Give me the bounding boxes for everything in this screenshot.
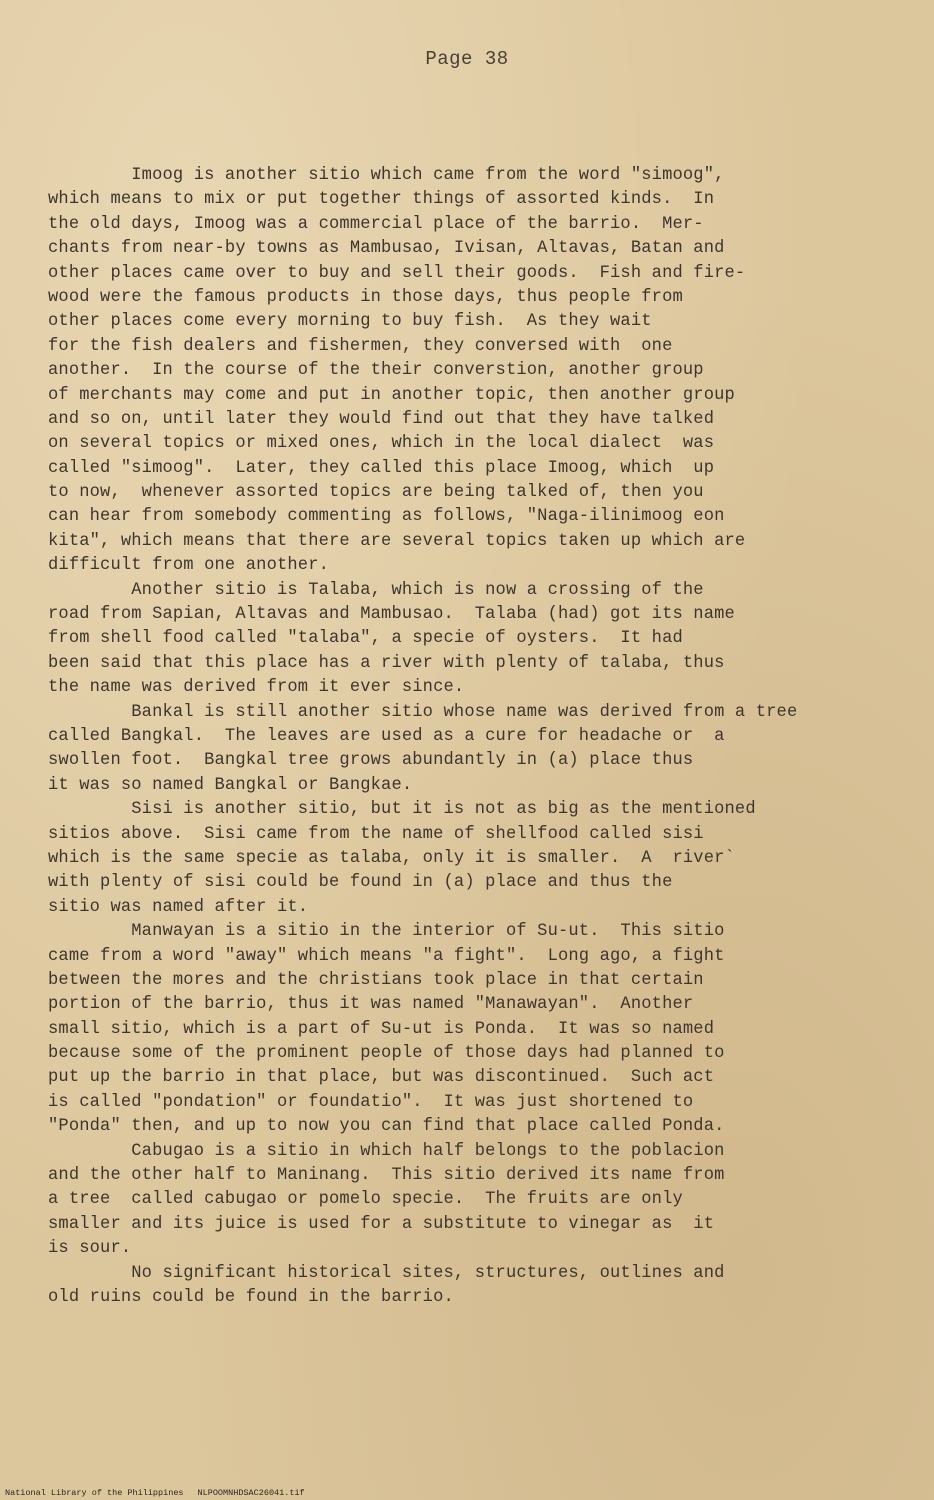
text-line: from shell food called "talaba", a specie of oysters. It had	[48, 629, 683, 649]
text-line: other places come every morning to buy fish. As they wait	[48, 312, 652, 332]
text-line: is called "pondation" or foundatio". It was just shortened to	[48, 1092, 694, 1112]
text-line: portion of the barrio, thus it was named "Manawayan". Another	[48, 995, 694, 1015]
text-line: a tree called cabugao or pomelo specie. The fruits are only	[48, 1190, 683, 1210]
text-line: sitio was named after it.	[48, 897, 309, 917]
text-line: the name was derived from it ever since.	[48, 678, 465, 698]
text-line: which is the same specie as talaba, only it is smaller. A river`	[48, 848, 735, 868]
text-line: "Ponda" then, and up to now you can find that place called Ponda.	[48, 1117, 725, 1137]
text-line: the old days, Imoog was a commercial place of the barrio. Mer-	[48, 214, 704, 234]
text-line: on several topics or mixed ones, which in the local dialect was	[48, 434, 715, 454]
scan-footer	[5, 1488, 319, 1498]
text-line: with plenty of sisi could be found in (a) place and thus the	[48, 873, 673, 893]
text-line: Cabugao is a sitio in which half belongs to the poblacion	[48, 1141, 725, 1161]
text-line: called Bangkal. The leaves are used as a cure for headache or a	[48, 726, 725, 746]
text-line: put up the barrio in that place, but was discontinued. Such act	[48, 1068, 715, 1088]
text-line: and the other half to Maninang. This sitio derived its name from	[48, 1166, 725, 1186]
page-number-header: Page 38	[425, 48, 509, 70]
text-line: Another sitio is Talaba, which is now a crossing of the	[48, 580, 704, 600]
text-line: Imoog is another sitio which came from the word "simoog",	[48, 166, 725, 185]
text-line: No significant historical sites, structures, outlines and	[48, 1263, 725, 1283]
text-line: is sour.	[48, 1239, 132, 1259]
text-line: Manwayan is a sitio in the interior of Su-ut. This sitio	[48, 922, 725, 942]
text-line: came from a word "away" which means "a fight". Long ago, a fight	[48, 946, 725, 966]
text-line: can hear from somebody commenting as follows, "Naga-ilinimoog eon	[48, 507, 725, 527]
text-line: Sisi is another sitio, but it is not as big as the mentioned	[48, 800, 756, 820]
text-line: other places came over to buy and sell their goods. Fish and fire-	[48, 263, 746, 283]
text-line: road from Sapian, Altavas and Mambusao. Talaba (had) got its name	[48, 605, 735, 625]
text-line: wood were the famous products in those days, thus people from	[48, 287, 683, 307]
text-line: sitios above. Sisi came from the name of shellfood called sisi	[48, 824, 704, 844]
text-line: chants from near-by towns as Mambusao, Ivisan, Altavas, Batan and	[48, 239, 725, 259]
text-line: between the mores and the christians took place in that certain	[48, 970, 704, 990]
text-line: smaller and its juice is used for a substitute to vinegar as it	[48, 1214, 715, 1234]
text-line: been said that this place has a river with plenty of talaba, thus	[48, 653, 725, 673]
text-line: called "simoog". Later, they called this place Imoog, which up	[48, 458, 715, 478]
text-line: to now, whenever assorted topics are being talked of, then you	[48, 483, 704, 503]
text-line: and so on, until later they would find out that they have talked	[48, 409, 715, 429]
text-line: which means to mix or put together things of assorted kinds. In	[48, 190, 715, 210]
text-line: Bankal is still another sitio whose name was derived from a tree	[48, 702, 798, 722]
document-body	[48, 164, 880, 1310]
text-line: kita", which means that there are several topics taken up which are	[48, 531, 746, 551]
text-line: of merchants may come and put in another topic, then another group	[48, 385, 735, 405]
text-line: because some of the prominent people of those days had planned to	[48, 1044, 725, 1064]
text-line: old ruins could be found in the barrio.	[48, 1287, 454, 1307]
footer-institution: National Library of the Philippines	[5, 1488, 184, 1498]
text-line: small sitio, which is a part of Su-ut is Ponda. It was so named	[48, 1019, 715, 1039]
text-line: for the fish dealers and fishermen, they conversed with one	[48, 336, 673, 356]
text-line: it was so named Bangkal or Bangkae.	[48, 775, 413, 795]
text-line: difficult from one another.	[48, 556, 330, 576]
footer-filename: NLPOOMNHDSAC26041.tif	[197, 1488, 305, 1498]
text-line: another. In the course of the their converstion, another group	[48, 361, 704, 381]
text-line: swollen foot. Bangkal tree grows abundantly in (a) place thus	[48, 751, 694, 771]
